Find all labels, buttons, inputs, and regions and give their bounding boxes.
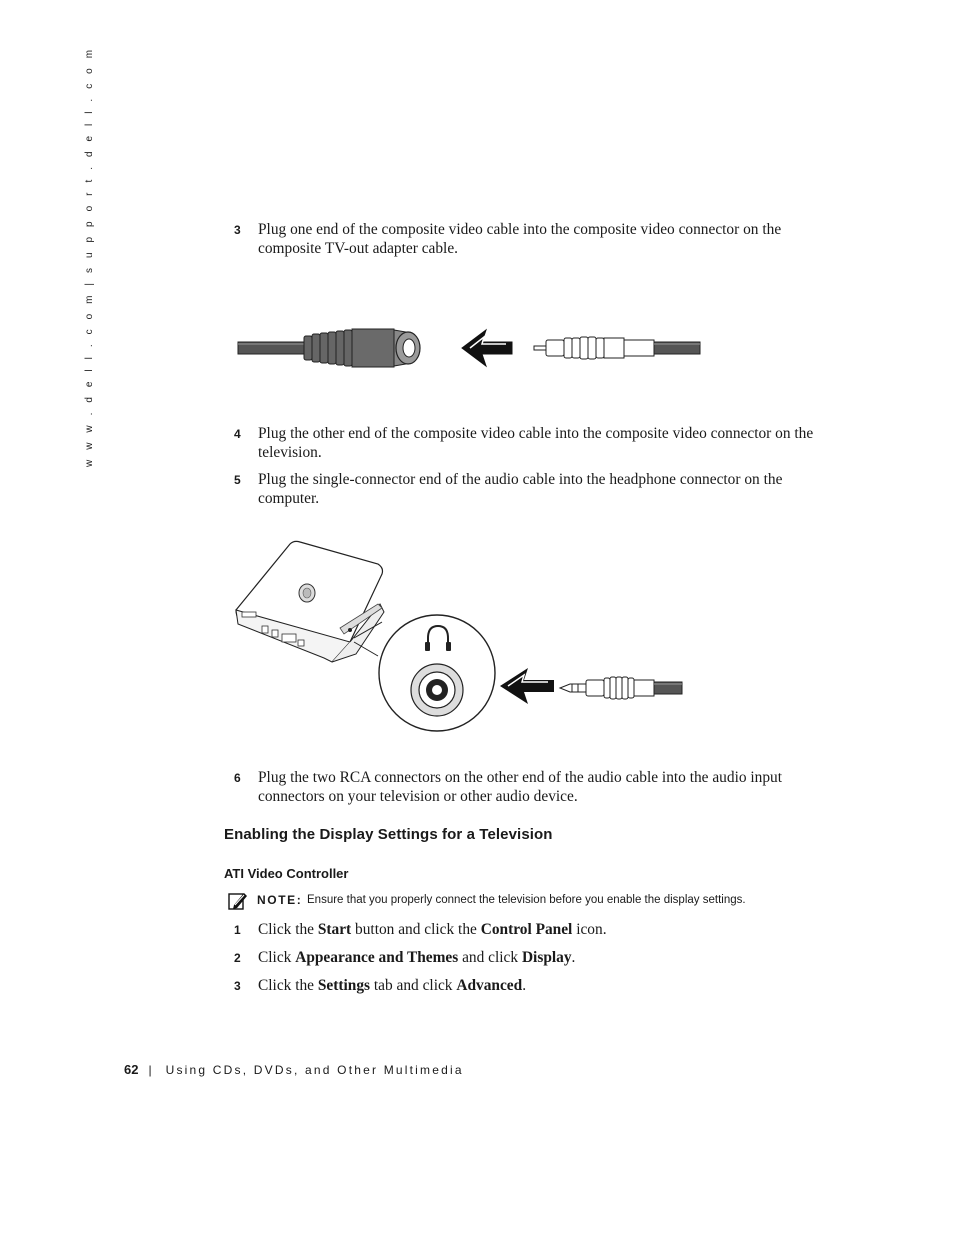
footer-separator: | <box>148 1063 152 1077</box>
step-text: Plug the single-connector end of the audio cable into the headphone connector on the computer. <box>258 471 783 507</box>
text-part: Click the <box>258 921 318 938</box>
note-text: Ensure that you properly connect the television before you enable the display settings. <box>307 894 746 906</box>
text-part: tab and click <box>370 977 457 994</box>
step-3-settings-advanced <box>234 976 819 995</box>
side-url <box>84 46 100 467</box>
start-term: Start <box>317 921 352 938</box>
step-text: Plug one end of the composite video cable into the composite video connector on the composite TV-out adapter cable. <box>258 221 782 257</box>
step-number: 3 <box>234 979 241 993</box>
section-heading: Enabling the Display Settings for a Television <box>224 826 553 843</box>
step-2-appearance-display <box>234 948 819 967</box>
appearance-themes-term: Appearance and Themes <box>295 949 459 966</box>
step-text <box>258 920 819 939</box>
text-part: . <box>571 949 576 966</box>
text-part: button and click the <box>351 921 481 938</box>
note-label: NOTE: <box>257 893 303 907</box>
step-number: 6 <box>234 771 241 785</box>
advanced-term: Advanced <box>456 977 523 994</box>
text-part: . <box>522 977 527 994</box>
composite-cable-illustration <box>234 322 704 374</box>
side-url-text: w w w . d e l l . c o m | s u p p o r t . d e l l . c o m <box>84 46 95 467</box>
text-part: Click <box>258 949 296 966</box>
step-number: 5 <box>234 473 241 487</box>
display-term: Display <box>521 949 572 966</box>
step-4-composite-tv <box>234 424 819 462</box>
step-1-start-control-panel <box>234 920 819 939</box>
control-panel-term: Control Panel <box>480 921 573 938</box>
footer-section-title: Using CDs, DVDs, and Other Multimedia <box>165 1063 464 1077</box>
step-text: Plug the other end of the composite video cable into the composite video connector on the television. <box>258 425 814 461</box>
text-part: icon. <box>572 921 607 938</box>
settings-term: Settings <box>317 977 371 994</box>
step-3-composite-adapter <box>234 220 819 258</box>
laptop-headphone-illustration <box>232 538 688 734</box>
pencil-note-icon <box>228 891 248 911</box>
subsection-heading: ATI Video Controller <box>224 866 349 881</box>
page-number: 62 <box>124 1062 139 1077</box>
note-box <box>228 891 828 913</box>
text-part: Click the <box>258 977 318 994</box>
step-text <box>258 948 819 967</box>
step-5-audio-headphone <box>234 470 819 508</box>
step-number: 3 <box>234 223 241 237</box>
step-text <box>258 976 819 995</box>
step-number: 1 <box>234 923 241 937</box>
text-part: and click <box>458 949 522 966</box>
step-number: 2 <box>234 951 241 965</box>
step-6-rca-connectors <box>234 768 819 806</box>
step-number: 4 <box>234 427 241 441</box>
step-text: Plug the two RCA connectors on the other end of the audio cable into the audio input connectors on your television or other audio device. <box>258 769 783 805</box>
page-footer <box>124 1062 464 1077</box>
